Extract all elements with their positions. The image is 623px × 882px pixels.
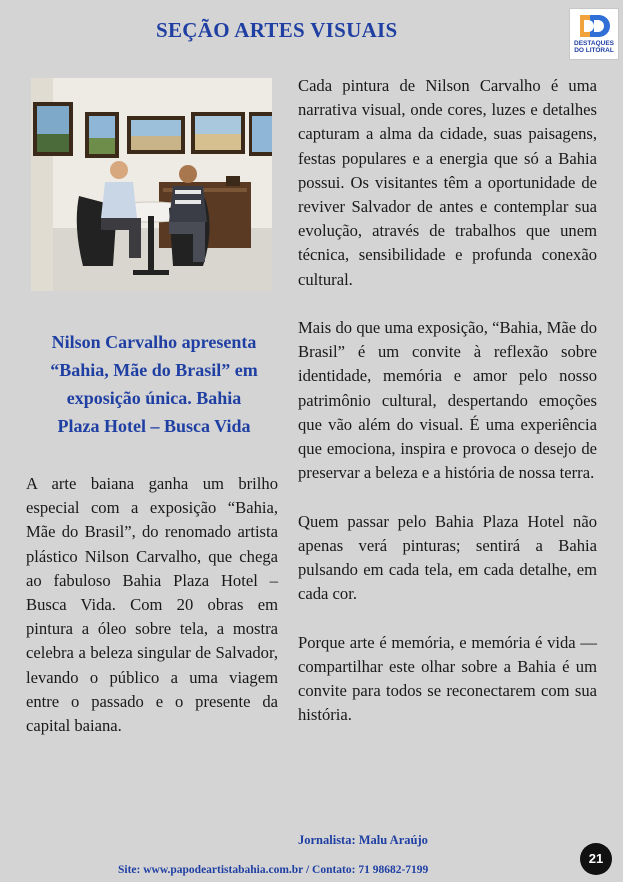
intro-paragraph: A arte baiana ganha um brilho especial com a exposição “Bahia, Mãe do Brasil”, do renomado artista plástico Nilson Carvalho, que chega ao fabuloso Bahia Plaza Hotel – Busca Vida. Com 20 obras em pintura a óleo sobre tela, a mostra celebra a beleza singular de Salvador, levando o público a uma viagem entre o passado e o presente da capital baiana.	[26, 474, 278, 736]
left-column	[26, 472, 278, 738]
footer-contact: Site: www.papodeartistabahia.com.br / Contato: 71 98682-7199	[118, 864, 429, 876]
painting-5	[249, 112, 272, 156]
page-number-badge: 21	[580, 843, 612, 875]
body-paragraph-2: Mais do que uma exposição, “Bahia, Mãe do Brasil” é um convite à reflexão sobre identidade, memória e amor pelo nosso patrimônio cultural, despertando emoções que vão além do visual. É uma experiência que emociona, inspira e provoca o desejo de preservar a beleza e a história de nossa terra.	[298, 318, 597, 483]
headline-line-4: Plaza Hotel – Busca Vida	[57, 416, 251, 436]
painting-2	[85, 112, 119, 158]
article-headline	[30, 328, 278, 440]
dd-logo-icon	[578, 13, 610, 39]
photo-illustration	[31, 78, 272, 291]
painting-3	[127, 116, 185, 154]
exhibition-photo	[31, 78, 272, 291]
headline-line-2: “Bahia, Mãe do Brasil” em	[50, 360, 258, 380]
body-paragraph-3: Quem passar pelo Bahia Plaza Hotel não apenas verá pinturas; sentirá a Bahia pulsando em cada tela, em cada detalhe, em cada cor.	[298, 511, 597, 604]
painting-4	[191, 112, 245, 154]
right-column	[298, 74, 597, 752]
destaques-do-litoral-logo	[569, 8, 619, 60]
headline-line-3: exposição única. Bahia	[66, 388, 242, 408]
body-paragraph-1: Cada pintura de Nilson Carvalho é uma narrativa visual, onde cores, luzes e detalhes capturam a alma da cidade, suas paisagens, festas populares e a energia que só a Bahia possui. Os visitantes têm a oportunidade de reviver Salvador de antes e contemplar sua evolução, através de trabalhos que unem técnica, sensibilidade e profunda conexão cultural.	[298, 76, 597, 289]
logo-text-line2: DO LITORAL	[574, 47, 614, 54]
painting-1	[33, 102, 73, 156]
headline-line-1: Nilson Carvalho apresenta	[51, 332, 257, 352]
body-paragraph-4: Porque arte é memória, e memória é vida — compartilhar este olhar sobre a Bahia é um convite para todos se reconectarem com sua história.	[298, 632, 597, 725]
logo-text-line1: DESTAQUES	[574, 40, 614, 47]
section-title: SEÇÃO ARTES VISUAIS	[156, 18, 398, 42]
author-credit: Jornalista: Malu Araújo	[298, 833, 428, 847]
